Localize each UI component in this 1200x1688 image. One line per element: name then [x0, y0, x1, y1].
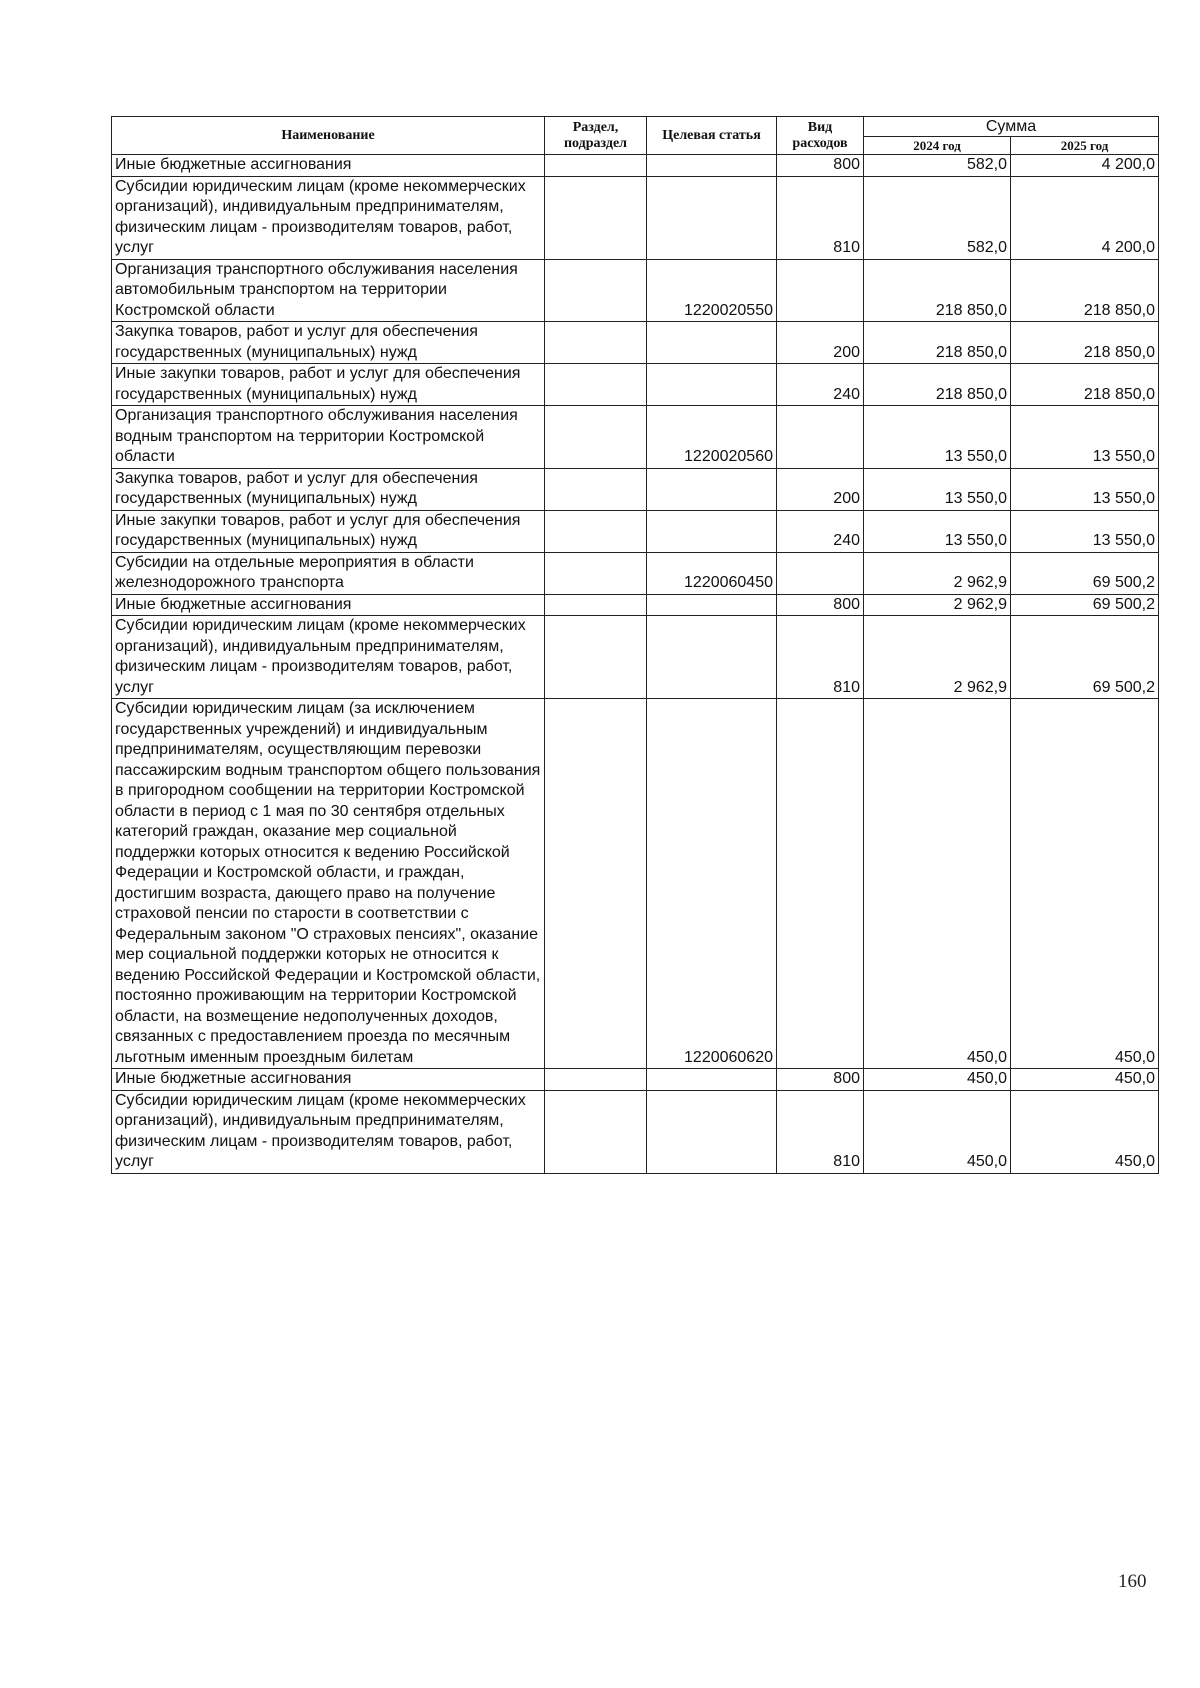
cell-2025: 69 500,2	[1011, 594, 1159, 616]
cell-type: 800	[777, 594, 864, 616]
cell-2024: 2 962,9	[864, 594, 1011, 616]
header-target: Целевая статья	[647, 117, 777, 155]
cell-section	[545, 594, 647, 616]
cell-section	[545, 699, 647, 1069]
cell-section	[545, 552, 647, 594]
cell-type: 240	[777, 510, 864, 552]
cell-2024: 450,0	[864, 1090, 1011, 1173]
cell-name: Субсидии юридическим лицам (кроме некоммерческих организаций), индивидуальным предпринимателям, физическим лицам - производителям товаров, работ, услуг	[112, 1090, 545, 1173]
cell-2024: 13 550,0	[864, 468, 1011, 510]
table-row	[112, 176, 1159, 259]
table-row	[112, 699, 1159, 1069]
cell-name: Иные бюджетные ассигнования	[112, 155, 545, 177]
cell-2025: 450,0	[1011, 1069, 1159, 1091]
cell-2024: 13 550,0	[864, 406, 1011, 469]
budget-table	[111, 116, 1159, 1174]
cell-2025: 218 850,0	[1011, 259, 1159, 322]
cell-section	[545, 406, 647, 469]
cell-type	[777, 552, 864, 594]
table-body	[112, 155, 1159, 1174]
cell-name: Субсидии юридическим лицам (за исключением государственных учреждений) и индивидуальным предпринимателям, осуществляющим перевозки пассажирским водным транспортом общего пользования в пригородном сообщении на территории Костромской области в период с 1 мая по 30 сентября отдельных категорий граждан, оказание мер социальной поддержки которых относится к ведению Российской Федерации и Костромской области, и граждан, достигшим возраста, дающего право на получение страховой пенсии по старости в соответствии с Федеральным законом "О страховых пенсиях", оказание мер социальной поддержки которых не относится к ведению Российской Федерации и Костромской области, постоянно проживающим на территории Костромской области, на возмещение недополученных доходов, связанных с предоставлением проезда по месячным льготным именным проездным билетам	[112, 699, 545, 1069]
cell-section	[545, 468, 647, 510]
cell-section	[545, 155, 647, 177]
cell-2025: 13 550,0	[1011, 468, 1159, 510]
header-name: Наименование	[112, 117, 545, 155]
cell-type: 800	[777, 155, 864, 177]
cell-target	[647, 364, 777, 406]
cell-target	[647, 176, 777, 259]
cell-2024: 450,0	[864, 699, 1011, 1069]
header-type: Вид расходов	[777, 117, 864, 155]
page-number: 160	[1118, 1571, 1147, 1592]
cell-name: Организация транспортного обслуживания населения водным транспортом на территории Костромской области	[112, 406, 545, 469]
cell-type	[777, 259, 864, 322]
cell-2025: 69 500,2	[1011, 552, 1159, 594]
cell-2025: 69 500,2	[1011, 616, 1159, 699]
cell-name: Иные бюджетные ассигнования	[112, 1069, 545, 1091]
cell-2025: 450,0	[1011, 699, 1159, 1069]
cell-section	[545, 322, 647, 364]
cell-2024: 218 850,0	[864, 364, 1011, 406]
cell-2025: 13 550,0	[1011, 406, 1159, 469]
cell-target	[647, 510, 777, 552]
cell-name: Закупка товаров, работ и услуг для обеспечения государственных (муниципальных) нужд	[112, 468, 545, 510]
table-row	[112, 594, 1159, 616]
cell-section	[545, 259, 647, 322]
cell-name: Иные закупки товаров, работ и услуг для обеспечения государственных (муниципальных) нужд	[112, 364, 545, 406]
cell-2024: 582,0	[864, 176, 1011, 259]
cell-section	[545, 1090, 647, 1173]
table-row	[112, 1090, 1159, 1173]
cell-type: 810	[777, 176, 864, 259]
cell-target	[647, 1090, 777, 1173]
cell-type	[777, 699, 864, 1069]
cell-target	[647, 322, 777, 364]
cell-target	[647, 594, 777, 616]
cell-2025: 4 200,0	[1011, 176, 1159, 259]
header-year-2024: 2024 год	[864, 137, 1011, 155]
table-header	[112, 117, 1159, 155]
header-sum: Сумма	[864, 117, 1159, 137]
cell-2025: 218 850,0	[1011, 322, 1159, 364]
cell-target	[647, 155, 777, 177]
cell-target: 1220060620	[647, 699, 777, 1069]
cell-type: 200	[777, 468, 864, 510]
header-year-2025: 2025 год	[1011, 137, 1159, 155]
cell-section	[545, 364, 647, 406]
header-section: Раздел, подраздел	[545, 117, 647, 155]
cell-name: Иные бюджетные ассигнования	[112, 594, 545, 616]
table-row	[112, 552, 1159, 594]
cell-target	[647, 468, 777, 510]
cell-type: 810	[777, 616, 864, 699]
cell-target: 1220020550	[647, 259, 777, 322]
cell-2024: 2 962,9	[864, 552, 1011, 594]
cell-section	[545, 510, 647, 552]
table-row	[112, 468, 1159, 510]
cell-2024: 582,0	[864, 155, 1011, 177]
cell-target: 1220060450	[647, 552, 777, 594]
cell-section	[545, 1069, 647, 1091]
cell-type: 200	[777, 322, 864, 364]
cell-2025: 13 550,0	[1011, 510, 1159, 552]
cell-section	[545, 176, 647, 259]
table-row	[112, 322, 1159, 364]
table-row	[112, 616, 1159, 699]
cell-2025: 450,0	[1011, 1090, 1159, 1173]
cell-name: Организация транспортного обслуживания населения автомобильным транспортом на территории Костромской области	[112, 259, 545, 322]
cell-name: Субсидии на отдельные мероприятия в области железнодорожного транспорта	[112, 552, 545, 594]
table-row	[112, 510, 1159, 552]
cell-target: 1220020560	[647, 406, 777, 469]
cell-name: Субсидии юридическим лицам (кроме некоммерческих организаций), индивидуальным предпринимателям, физическим лицам - производителям товаров, работ, услуг	[112, 176, 545, 259]
cell-2025: 218 850,0	[1011, 364, 1159, 406]
table-row	[112, 1069, 1159, 1091]
cell-name: Закупка товаров, работ и услуг для обеспечения государственных (муниципальных) нужд	[112, 322, 545, 364]
table-row	[112, 259, 1159, 322]
cell-2024: 218 850,0	[864, 259, 1011, 322]
cell-type: 240	[777, 364, 864, 406]
table-row	[112, 155, 1159, 177]
cell-target	[647, 1069, 777, 1091]
cell-target	[647, 616, 777, 699]
cell-2024: 450,0	[864, 1069, 1011, 1091]
cell-name: Субсидии юридическим лицам (кроме некоммерческих организаций), индивидуальным предпринимателям, физическим лицам - производителям товаров, работ, услуг	[112, 616, 545, 699]
table-row	[112, 364, 1159, 406]
cell-2025: 4 200,0	[1011, 155, 1159, 177]
cell-section	[545, 616, 647, 699]
table-row	[112, 406, 1159, 469]
cell-2024: 2 962,9	[864, 616, 1011, 699]
cell-type: 800	[777, 1069, 864, 1091]
cell-name: Иные закупки товаров, работ и услуг для обеспечения государственных (муниципальных) нужд	[112, 510, 545, 552]
cell-type: 810	[777, 1090, 864, 1173]
cell-2024: 218 850,0	[864, 322, 1011, 364]
cell-type	[777, 406, 864, 469]
cell-2024: 13 550,0	[864, 510, 1011, 552]
